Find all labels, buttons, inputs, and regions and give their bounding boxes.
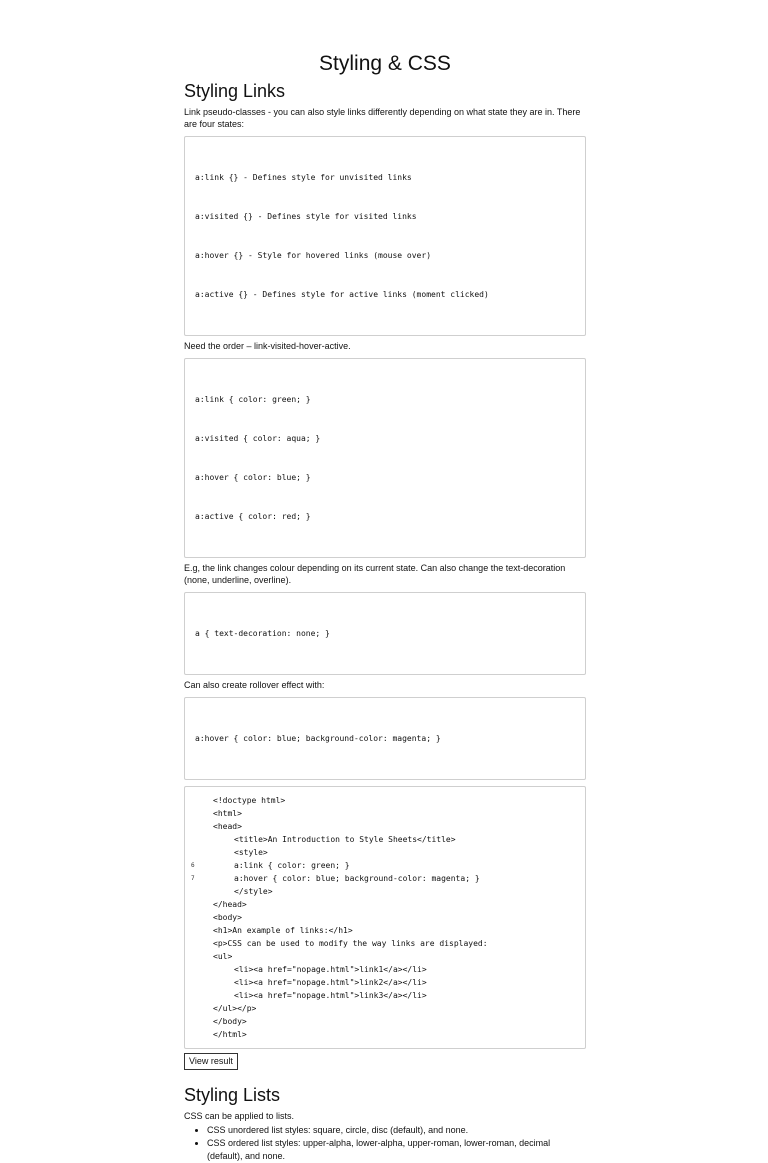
source-text: <title>An Introduction to Style Sheets</title>: [234, 835, 456, 844]
source-text: <head>: [213, 822, 242, 831]
document-page: [184, 0, 586, 1163]
page-title: Styling & CSS: [319, 52, 451, 75]
text-decoration-code-block: [184, 592, 586, 675]
source-text: <li><a href="nopage.html">link1</a></li>: [234, 965, 427, 974]
source-text: </head>: [213, 900, 247, 909]
source-text: a:hover { color: blue; background-color: magenta; }: [234, 874, 480, 883]
code-line: a:link {} - Defines style for unvisited links: [195, 173, 412, 182]
source-text: <li><a href="nopage.html">link3</a></li>: [234, 991, 427, 1000]
rollover-note-text: Can also create rollover effect with:: [184, 680, 325, 690]
code-line: a:hover { color: blue; }: [195, 473, 311, 482]
pseudo-class-code-block: [184, 136, 586, 336]
source-text: a:link { color: green; }: [234, 861, 350, 870]
source-line: [185, 1015, 585, 1028]
source-line: [185, 911, 585, 924]
source-line: [185, 898, 585, 911]
source-line: [185, 1028, 585, 1041]
source-text: <p>CSS can be used to modify the way links are displayed:: [213, 939, 488, 948]
section-heading-styling-lists: Styling Lists: [184, 1085, 281, 1105]
section-heading-styling-links: Styling Links: [184, 81, 286, 101]
source-line: [185, 963, 585, 976]
code-line: a:hover { color: blue; background-color: magenta; }: [195, 734, 441, 743]
source-line: [185, 794, 585, 807]
source-text: </style>: [234, 887, 273, 896]
line-number: 7: [191, 875, 195, 882]
source-text: </body>: [213, 1017, 247, 1026]
source-text: <style>: [234, 848, 268, 857]
lists-intro-text: CSS can be applied to lists.: [184, 1111, 295, 1121]
list-item: • CSS unordered list styles: square, circle, disc (default), and none.: [207, 1124, 586, 1137]
code-line: a:visited { color: aqua; }: [195, 434, 321, 443]
source-text: </html>: [213, 1030, 247, 1039]
list-styles-list: [184, 1124, 586, 1163]
state-note-text: E.g, the link changes colour depending on its current state. Can also change the text-decoration (none, underline, overline).: [184, 563, 566, 585]
source-text: <li><a href="nopage.html">link2</a></li>: [234, 978, 427, 987]
source-text: <body>: [213, 913, 242, 922]
code-line: a:active { color: red; }: [195, 512, 311, 521]
source-line: [185, 807, 585, 820]
source-text: <!doctype html>: [213, 796, 286, 805]
source-line: [185, 937, 585, 950]
example-source-code-block: [184, 786, 586, 1049]
source-text: </ul></p>: [213, 1004, 257, 1013]
source-line: [185, 976, 585, 989]
list-item: • CSS ordered list styles: upper-alpha, lower-alpha, upper-roman, lower-roman, decimal (default), and none.: [207, 1137, 586, 1163]
line-number: 6: [191, 862, 195, 869]
source-text: <h1>An example of links:</h1>: [213, 926, 353, 935]
source-line: [185, 872, 585, 885]
view-result-button[interactable]: View result: [184, 1053, 238, 1070]
source-line: [185, 859, 585, 872]
source-line: [185, 989, 585, 1002]
source-line: [185, 885, 585, 898]
code-line: a { text-decoration: none; }: [195, 629, 330, 638]
source-line: [185, 950, 585, 963]
source-line: [185, 833, 585, 846]
source-text: <ul>: [213, 952, 233, 961]
source-line: [185, 846, 585, 859]
link-colors-code-block: [184, 358, 586, 558]
rollover-code-block: [184, 697, 586, 780]
code-line: a:hover {} - Style for hovered links (mouse over): [195, 251, 432, 260]
code-line: a:visited {} - Defines style for visited links: [195, 212, 417, 221]
links-intro-text: Link pseudo-classes - you can also style links differently depending on what state they are in. There are four states:: [184, 107, 581, 129]
source-line: [185, 1002, 585, 1015]
code-line: a:active {} - Defines style for active links (moment clicked): [195, 290, 489, 299]
source-line: [185, 924, 585, 937]
source-line: [185, 820, 585, 833]
order-note-text: Need the order – link-visited-hover-active.: [184, 341, 351, 351]
source-text: <html>: [213, 809, 242, 818]
code-line: a:link { color: green; }: [195, 395, 311, 404]
